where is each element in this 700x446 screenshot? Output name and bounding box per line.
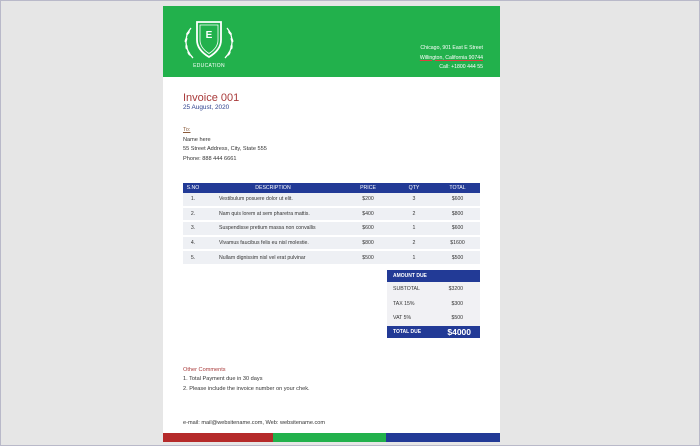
comment-item: 1. Total Payment due in 30 days bbox=[183, 376, 263, 383]
row-no: 5. bbox=[183, 251, 203, 266]
footer-contact: e-mail: mail@websitename.com, Web: websitename.com bbox=[183, 420, 326, 426]
address-phone: Call: +1800 444 55 bbox=[439, 64, 483, 70]
row-price: $500 bbox=[343, 251, 393, 266]
col-header-description: DESCRIPTION bbox=[203, 183, 343, 193]
invoice-page bbox=[163, 6, 500, 442]
row-price: $600 bbox=[343, 222, 393, 237]
row-description: Vestibulum posuere dolor ut elit. bbox=[203, 193, 343, 208]
row-total: $600 bbox=[435, 222, 480, 237]
table-row bbox=[183, 222, 480, 237]
address-line-2: Willington, California 90744 bbox=[419, 54, 483, 61]
row-no: 1. bbox=[183, 193, 203, 208]
row-qty: 1 bbox=[393, 222, 435, 237]
row-price: $400 bbox=[343, 208, 393, 223]
table-row bbox=[183, 208, 480, 223]
row-description: Vivamus faucibus felis eu nisl molestie. bbox=[203, 237, 343, 252]
row-description: Suspendisse pretium massa non convallis bbox=[203, 222, 343, 237]
subtotal-value: $3200 bbox=[448, 286, 463, 292]
footer-bar-red bbox=[163, 433, 273, 442]
vat-value: $500 bbox=[451, 315, 463, 322]
invoice-header bbox=[163, 6, 500, 77]
row-no: 3. bbox=[183, 222, 203, 237]
bill-to-block bbox=[183, 126, 267, 164]
amount-due-header: AMOUNT DUE bbox=[387, 270, 480, 282]
table-header-row bbox=[183, 183, 480, 193]
logo-letter: E bbox=[205, 30, 213, 41]
bill-to-phone: Phone: 888 444 6661 bbox=[183, 155, 237, 162]
bill-to-label: To: bbox=[183, 127, 191, 133]
table-row bbox=[183, 251, 480, 266]
col-header-sno: S.NO bbox=[183, 183, 203, 193]
row-qty: 3 bbox=[393, 193, 435, 208]
address-line-1: Chicago, 901 East E Street bbox=[420, 45, 483, 51]
subtotal-row bbox=[387, 282, 480, 297]
row-qty: 1 bbox=[393, 251, 435, 266]
row-total: $1600 bbox=[435, 237, 480, 252]
bill-to-name: Name here bbox=[183, 136, 211, 143]
other-comments bbox=[183, 366, 310, 394]
row-no: 2. bbox=[183, 208, 203, 223]
row-total: $800 bbox=[435, 208, 480, 223]
row-total: $500 bbox=[435, 251, 480, 266]
footer-bar-blue bbox=[386, 433, 500, 442]
invoice-date: 25 August, 2020 bbox=[183, 104, 230, 111]
footer-bar-green bbox=[273, 433, 386, 442]
row-no: 4. bbox=[183, 237, 203, 252]
row-description: Nam quis lorem at sem pharetra mattis. bbox=[203, 208, 343, 223]
logo-text: EDUCATION bbox=[193, 63, 225, 69]
total-due-label: TOTAL DUE bbox=[393, 328, 422, 335]
col-header-price: PRICE bbox=[343, 183, 393, 193]
comments-title: Other Comments bbox=[183, 367, 226, 373]
invoice-title: Invoice 001 bbox=[183, 92, 240, 104]
row-description: Nullam dignissim nisl vel erat pulvinar bbox=[203, 251, 343, 266]
company-address bbox=[420, 44, 483, 73]
row-price: $800 bbox=[343, 237, 393, 252]
row-qty: 2 bbox=[393, 237, 435, 252]
total-due-value: $4000 bbox=[447, 326, 471, 337]
subtotal-label: SUBTOTAL bbox=[393, 286, 420, 292]
row-price: $200 bbox=[343, 193, 393, 208]
tax-label: TAX 15% bbox=[393, 300, 415, 307]
row-total: $600 bbox=[435, 193, 480, 208]
row-qty: 2 bbox=[393, 208, 435, 223]
amount-due-box bbox=[387, 270, 480, 338]
vat-row bbox=[387, 311, 480, 326]
bill-to-address: 55 Street Address, City, State 555 bbox=[183, 146, 267, 153]
vat-label: VAT 5% bbox=[393, 315, 412, 322]
tax-row bbox=[387, 297, 480, 312]
total-due-row bbox=[387, 326, 480, 338]
line-items-table bbox=[183, 183, 480, 266]
comment-item: 2. Please include the invoice number on your chek. bbox=[183, 385, 310, 392]
col-header-qty: QTY bbox=[393, 183, 435, 193]
col-header-total: TOTAL bbox=[435, 183, 480, 193]
table-row bbox=[183, 237, 480, 252]
table-row bbox=[183, 193, 480, 208]
tax-value: $300 bbox=[451, 300, 463, 307]
